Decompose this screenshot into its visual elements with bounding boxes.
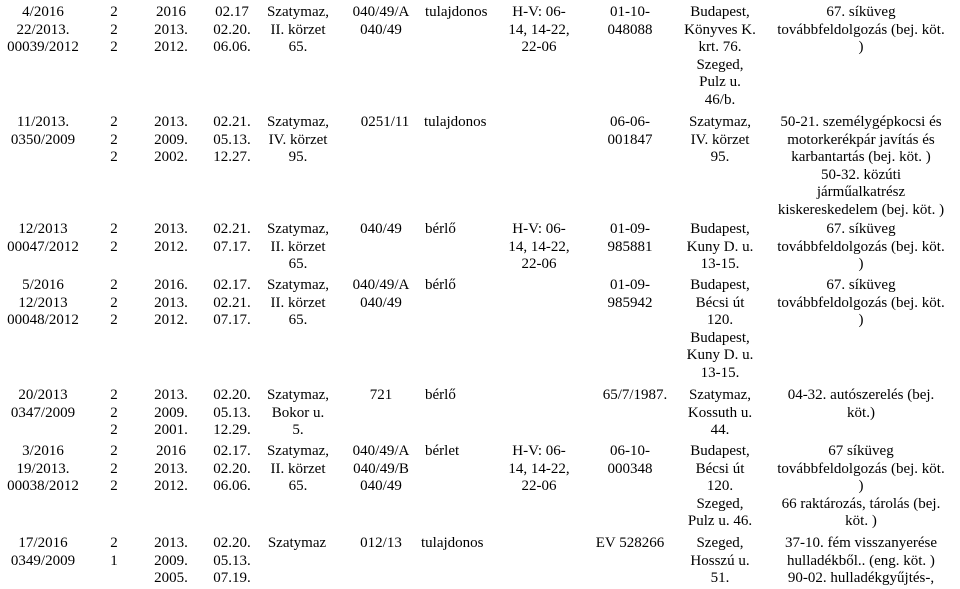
cell-row7-c9: EV 528266 [595, 535, 665, 551]
cell-row2-c4: 02.21. 05.13. 12.27. [213, 114, 251, 165]
cell-row1-c1: 4/2016 22/2013. 00039/2012 [7, 4, 79, 55]
cell-row6-c6: 040/49/A 040/49/B 040/49 [352, 443, 410, 494]
cell-row1-c8: H-V: 06- 14, 14-22, 22-06 [508, 4, 570, 55]
cell-row6-c2: 2 2 2 [110, 443, 118, 494]
cell-row6-c7: bérlet [425, 443, 460, 459]
cell-row3-c6: 040/49 [360, 221, 402, 237]
cell-row3-c11: 67. síküveg továbbfeldolgozás (bej. köt. ) [777, 221, 945, 272]
cell-row4-c4: 02.17. 02.21. 07.17. [213, 277, 251, 328]
cell-row3-c2: 2 2 [110, 221, 118, 255]
cell-row3-c10: Budapest, Kuny D. u. 13-15. [686, 221, 754, 272]
cell-row7-c2: 2 1 [110, 535, 118, 569]
cell-row3-c4: 02.21. 07.17. [213, 221, 251, 255]
cell-row5-c9: 65/7/1987. [602, 387, 668, 403]
cell-row5-c7: bérlő [425, 387, 456, 403]
cell-row5-c5: Szatymaz, Bokor u. 5. [266, 387, 330, 438]
cell-row3-c1: 12/2013 00047/2012 [7, 221, 79, 255]
cell-row2-c1: 11/2013. 0350/2009 [10, 114, 76, 148]
cell-row6-c1: 3/2016 19/2013. 00038/2012 [7, 443, 79, 494]
cell-row1-c4: 02.17 02.20. 06.06. [213, 4, 251, 55]
cell-row6-c10: Budapest, Bécsi út 120. Szeged, Pulz u. 46. [687, 443, 753, 529]
cell-row5-c2: 2 2 2 [110, 387, 118, 438]
cell-row7-c11: 37-10. fém visszanyerése hulladékből.. (eng. köt. ) 90-02. hulladékgyűjtés-, [784, 535, 938, 586]
cell-row1-c2: 2 2 2 [110, 4, 118, 55]
cell-row6-c4: 02.17. 02.20. 06.06. [213, 443, 251, 494]
cell-row1-c7: tulajdonos [425, 4, 488, 20]
cell-row4-c1: 5/2016 12/2013 00048/2012 [7, 277, 79, 328]
cell-row2-c2: 2 2 2 [110, 114, 118, 165]
cell-row4-c11: 67. síküveg továbbfeldolgozás (bej. köt. ) [777, 277, 945, 328]
cell-row1-c6: 040/49/A 040/49 [352, 4, 410, 38]
cell-row5-c6: 721 [369, 387, 393, 403]
cell-row6-c9: 06-10- 000348 [607, 443, 653, 477]
cell-row6-c8: H-V: 06- 14, 14-22, 22-06 [508, 443, 570, 494]
cell-row5-c1: 20/2013 0347/2009 [10, 387, 76, 421]
cell-row1-c10: Budapest, Könyves K. krt. 76. Szeged, Pulz u. 46/b. [684, 4, 756, 108]
cell-row7-c6: 012/13 [360, 535, 402, 551]
cell-row2-c11: 50-21. személygépkocsi és motorkerékpár javítás és karbantartás (bej. köt. ) 50-32. közúti járműalkatrész kiskereskedelem (bej. köt. ) [777, 114, 945, 218]
cell-row3-c8: H-V: 06- 14, 14-22, 22-06 [508, 221, 570, 272]
cell-row3-c5: Szatymaz, II. körzet 65. [266, 221, 330, 272]
cell-row4-c2: 2 2 2 [110, 277, 118, 328]
cell-row7-c1: 17/2016 0349/2009 [10, 535, 76, 569]
cell-row7-c3: 2013. 2009. 2005. [154, 535, 188, 586]
cell-row1-c5: Szatymaz, II. körzet 65. [266, 4, 330, 55]
cell-row6-c3: 2016 2013. 2012. [154, 443, 188, 494]
cell-row7-c4: 02.20. 05.13. 07.19. [213, 535, 251, 586]
cell-row7-c7: tulajdonos [421, 535, 484, 551]
cell-row5-c10: Szatymaz, Kossuth u. 44. [687, 387, 753, 438]
cell-row2-c9: 06-06- 001847 [607, 114, 653, 148]
cell-row4-c9: 01-09- 985942 [607, 277, 653, 311]
cell-row6-c11: 67 síküveg továbbfeldolgozás (bej. köt. ) 66 raktározás, tárolás (bej. köt. ) [777, 443, 945, 529]
cell-row3-c9: 01-09- 985881 [607, 221, 653, 255]
cell-row4-c10: Budapest, Bécsi út 120. Budapest, Kuny D. u. 13-15. [686, 277, 754, 381]
cell-row5-c4: 02.20. 05.13. 12.29. [213, 387, 251, 438]
cell-row7-c5: Szatymaz [267, 535, 327, 551]
cell-row5-c11: 04-32. autószerelés (bej. köt.) [787, 387, 935, 421]
cell-row2-c6: 0251/11 [360, 114, 410, 130]
cell-row4-c7: bérlő [425, 277, 456, 293]
cell-row5-c3: 2013. 2009. 2001. [154, 387, 188, 438]
cell-row4-c3: 2016. 2013. 2012. [154, 277, 188, 328]
cell-row2-c5: Szatymaz, IV. körzet 95. [266, 114, 330, 165]
cell-row1-c3: 2016 2013. 2012. [154, 4, 188, 55]
cell-row4-c6: 040/49/A 040/49 [352, 277, 410, 311]
cell-row3-c3: 2013. 2012. [154, 221, 188, 255]
cell-row1-c9: 01-10- 048088 [607, 4, 653, 38]
cell-row2-c7: tulajdonos [424, 114, 487, 130]
cell-row2-c10: Szatymaz, IV. körzet 95. [688, 114, 752, 165]
cell-row4-c5: Szatymaz, II. körzet 65. [266, 277, 330, 328]
cell-row1-c11: 67. síküveg továbbfeldolgozás (bej. köt. ) [777, 4, 945, 55]
cell-row3-c7: bérlő [425, 221, 456, 237]
cell-row6-c5: Szatymaz, II. körzet 65. [266, 443, 330, 494]
cell-row2-c3: 2013. 2009. 2002. [154, 114, 188, 165]
cell-row7-c10: Szeged, Hosszú u. 51. [690, 535, 750, 586]
